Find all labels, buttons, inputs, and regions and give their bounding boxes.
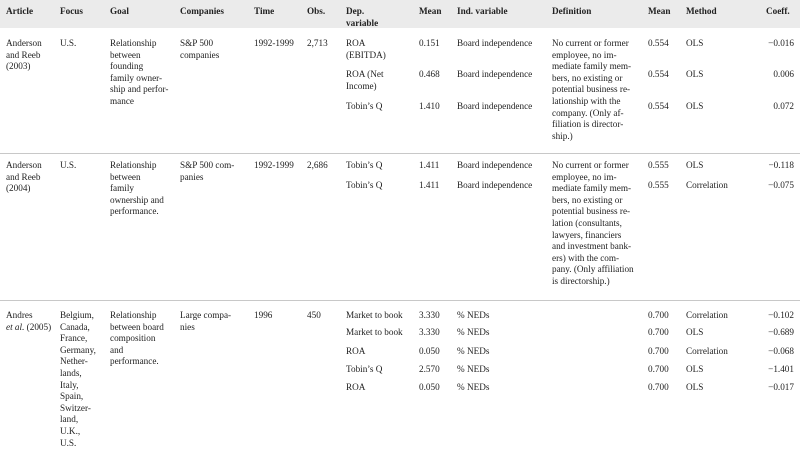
block3-focus: Belgium, Canada, France, Germany, Nether- lands, Italy, Spain, Switzer- land, U.K., U.S. xyxy=(60,310,96,448)
header-article: Article xyxy=(6,6,34,16)
block1-time: 1992-1999 xyxy=(254,38,294,48)
table-cell-mean: 0.700 xyxy=(648,346,669,356)
block1-focus: U.S. xyxy=(60,38,77,48)
header-time: Time xyxy=(254,6,275,16)
row-divider xyxy=(0,153,800,154)
table-cell-dep: Market to book xyxy=(346,310,403,320)
table-cell-dep: ROA xyxy=(346,382,366,392)
block3-goal: Relationship between board composition and performance. xyxy=(110,310,164,367)
table-cell-mean: 0.700 xyxy=(648,382,669,392)
block2-definition: No current or former employee, no im- mediate family mem- bers, no existing or potential business re- lation (consultants, lawyers, financiers and investment bank- ers) with the com- pany. (Only affiliation is directorship.) xyxy=(552,160,634,286)
block1-obs: 2,713 xyxy=(307,38,328,48)
block2-companies: S&P 500 com- panies xyxy=(180,160,235,182)
table-cell-method: Correlation xyxy=(686,180,728,190)
block2-goal: Relationship between family ownership and performance. xyxy=(110,160,164,217)
table-cell-dep: Tobin’s Q xyxy=(346,160,383,170)
table-cell-dep: Tobin’s Q xyxy=(346,180,383,190)
table-cell-mean: 2.570 xyxy=(419,364,440,374)
table-cell-mean: 0.554 xyxy=(648,101,669,111)
table-cell-ind: Board independence xyxy=(457,180,533,190)
table-cell-mean: 3.330 xyxy=(419,327,440,337)
table-cell-ind: % NEDs xyxy=(457,310,490,320)
table-cell-ind: % NEDs xyxy=(457,382,490,392)
header-ind-variable: Ind. variable xyxy=(457,6,508,16)
header-mean-1: Mean xyxy=(419,6,442,16)
table-cell-mean: 0.700 xyxy=(648,364,669,374)
table-cell-mean: 0.554 xyxy=(648,38,669,48)
table-cell-method: Correlation xyxy=(686,346,728,356)
table-cell-ind: % NEDs xyxy=(457,327,490,337)
table-cell-ind: % NEDs xyxy=(457,364,490,374)
header-companies: Companies xyxy=(180,6,224,16)
table-cell-mean: 0.050 xyxy=(419,346,440,356)
table-cell-coeff: −0.075 xyxy=(768,180,794,190)
table-cell-dep: ROA (EBITDA) xyxy=(346,38,386,60)
block3-article: Andres et al. (2005) xyxy=(6,310,52,332)
block3-companies: Large compa- nies xyxy=(180,310,232,332)
table-cell-coeff: −0.016 xyxy=(768,38,794,48)
table-cell-coeff: −0.068 xyxy=(768,346,794,356)
block1-definition: No current or former employee, no im- mediate family mem- bers, no existing or potential business re- lationship with the company. (Only af- filiation is director- ship.) xyxy=(552,38,632,141)
table-cell-method: OLS xyxy=(686,382,704,392)
table-cell-coeff: −0.118 xyxy=(768,160,794,170)
table-cell-mean: 0.555 xyxy=(648,180,669,190)
table-cell-ind: Board independence xyxy=(457,38,533,48)
table-cell-method: OLS xyxy=(686,327,704,337)
row-divider xyxy=(0,300,800,301)
table-cell-method: OLS xyxy=(686,69,704,79)
table-cell-coeff: −0.689 xyxy=(768,327,794,337)
table-cell-mean: 0.554 xyxy=(648,69,669,79)
block2-article: Anderson and Reeb (2004) xyxy=(6,160,42,194)
block1-goal: Relationship between founding family owner- ship and perfor- mance xyxy=(110,38,169,106)
table-cell-coeff: −0.102 xyxy=(768,310,794,320)
header-method: Method xyxy=(686,6,717,16)
table-cell-coeff: 0.006 xyxy=(773,69,794,79)
table-cell-ind: Board independence xyxy=(457,69,533,79)
block3-time: 1996 xyxy=(254,310,273,320)
header-dep-variable: Dep. variable xyxy=(346,6,379,28)
block1-companies: S&P 500 companies xyxy=(180,38,220,60)
table-cell-coeff: −0.017 xyxy=(768,382,794,392)
table-cell-mean: 1.411 xyxy=(419,180,440,190)
table-cell-method: OLS xyxy=(686,101,704,111)
table-cell-dep: ROA xyxy=(346,346,366,356)
table-cell-method: OLS xyxy=(686,38,704,48)
table-cell-coeff: −1.401 xyxy=(768,364,794,374)
table-cell-mean: 1.411 xyxy=(419,160,440,170)
header-goal: Goal xyxy=(110,6,129,16)
header-obs: Obs. xyxy=(307,6,326,16)
table-cell-mean: 0.700 xyxy=(648,310,669,320)
table-cell-dep: Market to book xyxy=(346,327,403,337)
block2-obs: 2,686 xyxy=(307,160,328,170)
table-cell-ind: Board independence xyxy=(457,101,533,111)
table-cell-mean: 0.050 xyxy=(419,382,440,392)
header-focus: Focus xyxy=(60,6,83,16)
table-cell-method: OLS xyxy=(686,160,704,170)
header-definition: Definition xyxy=(552,6,592,16)
block1-article: Anderson and Reeb (2003) xyxy=(6,38,42,72)
table-cell-mean: 0.555 xyxy=(648,160,669,170)
table-cell-method: Correlation xyxy=(686,310,728,320)
table-cell-mean: 0.468 xyxy=(419,69,440,79)
table-cell-ind: % NEDs xyxy=(457,346,490,356)
block2-time: 1992-1999 xyxy=(254,160,294,170)
table-cell-dep: ROA (Net Income) xyxy=(346,69,384,91)
table-cell-mean: 3.330 xyxy=(419,310,440,320)
block2-focus: U.S. xyxy=(60,160,77,170)
table-cell-coeff: 0.072 xyxy=(773,101,794,111)
table-cell-ind: Board independence xyxy=(457,160,533,170)
table-cell-mean: 0.700 xyxy=(648,327,669,337)
header-coeff: Coeff. xyxy=(766,6,790,16)
table-cell-dep: Tobin’s Q xyxy=(346,364,383,374)
table-cell-dep: Tobin’s Q xyxy=(346,101,383,111)
table-cell-method: OLS xyxy=(686,364,704,374)
block3-obs: 450 xyxy=(307,310,321,320)
table-cell-mean: 1.410 xyxy=(419,101,440,111)
table-cell-mean: 0.151 xyxy=(419,38,440,48)
header-mean-2: Mean xyxy=(648,6,671,16)
